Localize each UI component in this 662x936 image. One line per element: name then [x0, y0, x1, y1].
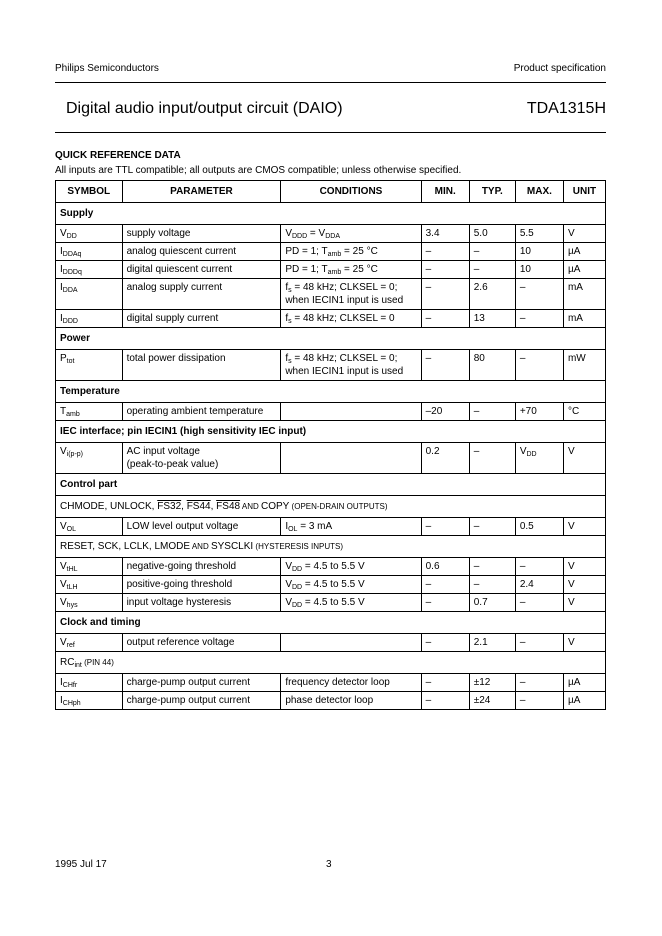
header-max: MAX. — [515, 181, 563, 203]
typ-cell: – — [469, 403, 515, 421]
typ-cell: 5.0 — [469, 225, 515, 243]
table-row-idddq — [56, 261, 606, 279]
table-row-idda — [56, 279, 606, 310]
group-label-iec: IEC interface; pin IECIN1 (high sensitivity IEC input) — [56, 421, 606, 443]
table-row-tamb — [56, 403, 606, 421]
group-label-control: Control part — [56, 474, 606, 496]
conditions-cell: $f_s = 48$ kHz; CLKSEL = 0; when IECIN1 input is used — [281, 350, 421, 381]
conditions-cell: $V_{DD} = 4.5$ to 5.5 V — [281, 576, 421, 594]
unit-cell: V — [563, 443, 605, 474]
table-row-iddaq — [56, 243, 606, 261]
group-label-clock: Clock and timing — [56, 612, 606, 634]
max-cell: 5.5 — [515, 225, 563, 243]
unit-cell: V — [563, 518, 605, 536]
max-cell: 10 — [515, 243, 563, 261]
subgroup-label-hysteresis: RESET, SCK, LCLK, LMODE AND SYSCLKI (HYSTERESIS INPUTS) — [56, 536, 606, 558]
typ-cell: – — [469, 576, 515, 594]
max-cell: – — [515, 674, 563, 692]
conditions-cell — [281, 443, 421, 474]
max-cell: 2.4 — [515, 576, 563, 594]
max-cell: +70 — [515, 403, 563, 421]
symbol-cell: $I_{CHph}$ — [56, 692, 123, 710]
header-parameter: PARAMETER — [122, 181, 281, 203]
typ-cell: 2.1 — [469, 634, 515, 652]
table-row-vref — [56, 634, 606, 652]
company-name: Philips Semiconductors — [55, 63, 159, 74]
subgroup-label-open-drain: CHMODE, UNLOCK, FS32, FS44, FS48 AND COPY (OPEN-DRAIN OUTPUTS) — [56, 496, 606, 518]
max-cell: – — [515, 279, 563, 310]
table-row-vtlh — [56, 576, 606, 594]
table-row-vol — [56, 518, 606, 536]
unit-cell: V — [563, 558, 605, 576]
group-label-power: Power — [56, 328, 606, 350]
conditions-cell — [281, 403, 421, 421]
typ-cell: – — [469, 243, 515, 261]
min-cell: – — [421, 576, 469, 594]
symbol-cell: $V_{tHL}$ — [56, 558, 123, 576]
min-cell: – — [421, 279, 469, 310]
typ-cell: 2.6 — [469, 279, 515, 310]
conditions-cell: frequency detector loop — [281, 674, 421, 692]
symbol-cell: $T_{amb}$ — [56, 403, 123, 421]
typ-cell: ±12 — [469, 674, 515, 692]
unit-cell: µA — [563, 692, 605, 710]
parameter-cell: output reference voltage — [122, 634, 281, 652]
conditions-cell: $V_{DD} = 4.5$ to 5.5 V — [281, 594, 421, 612]
min-cell: – — [421, 692, 469, 710]
symbol-cell: $P_{tot}$ — [56, 350, 123, 381]
symbol-cell: $I_{DDAq}$ — [56, 243, 123, 261]
header-rule-top — [55, 82, 606, 83]
min-cell: – — [421, 243, 469, 261]
table-row-ptot — [56, 350, 606, 381]
unit-cell: V — [563, 225, 605, 243]
table-row-vdd — [56, 225, 606, 243]
document-type: Product specification — [513, 63, 606, 74]
parameter-cell: digital supply current — [122, 310, 281, 328]
conditions-cell: PD = 1; $T_{amb} = 25$ °C — [281, 261, 421, 279]
unit-cell: µA — [563, 243, 605, 261]
group-row-control — [56, 474, 606, 496]
typ-cell: – — [469, 558, 515, 576]
unit-cell: µA — [563, 261, 605, 279]
symbol-cell: $V_{DD}$ — [56, 225, 123, 243]
footer-page-number: 3 — [326, 859, 332, 870]
symbol-cell: $V_{hys}$ — [56, 594, 123, 612]
unit-cell: mW — [563, 350, 605, 381]
unit-cell: V — [563, 576, 605, 594]
parameter-cell: digital quiescent current — [122, 261, 281, 279]
header-symbol: SYMBOL — [56, 181, 123, 203]
min-cell: – — [421, 350, 469, 381]
conditions-cell — [281, 634, 421, 652]
parameter-cell: analog quiescent current — [122, 243, 281, 261]
parameter-cell: charge-pump output current — [122, 692, 281, 710]
typ-cell: – — [469, 443, 515, 474]
parameter-cell: AC input voltage (peak-to-peak value) — [122, 443, 281, 474]
unit-cell: °C — [563, 403, 605, 421]
min-cell: –20 — [421, 403, 469, 421]
table-row-vipp — [56, 443, 606, 474]
typ-cell: – — [469, 261, 515, 279]
min-cell: – — [421, 261, 469, 279]
symbol-cell: $I_{DDD}$ — [56, 310, 123, 328]
parameter-cell: charge-pump output current — [122, 674, 281, 692]
min-cell: – — [421, 310, 469, 328]
max-cell: $V_{DD}$ — [515, 443, 563, 474]
header-min: MIN. — [421, 181, 469, 203]
section-intro: All inputs are TTL compatible; all outputs are CMOS compatible; unless otherwise specified. — [55, 165, 462, 176]
min-cell: – — [421, 634, 469, 652]
subgroup-label-rcint: $RC_{int}$ (PIN 44) — [56, 652, 606, 674]
conditions-cell: $V_{DDD} = V_{DDA}$ — [281, 225, 421, 243]
group-label-supply: Supply — [56, 203, 606, 225]
parameter-cell: positive-going threshold — [122, 576, 281, 594]
parameter-cell: operating ambient temperature — [122, 403, 281, 421]
section-title: QUICK REFERENCE DATA — [55, 150, 181, 161]
min-cell: – — [421, 594, 469, 612]
unit-cell: V — [563, 594, 605, 612]
conditions-cell: $f_s = 48$ kHz; CLKSEL = 0; when IECIN1 input is used — [281, 279, 421, 310]
typ-cell: 0.7 — [469, 594, 515, 612]
header-rule-bottom — [55, 132, 606, 133]
subgroup-row-hysteresis — [56, 536, 606, 558]
max-cell: – — [515, 634, 563, 652]
table-row-ichph — [56, 692, 606, 710]
conditions-cell: phase detector loop — [281, 692, 421, 710]
min-cell: 3.4 — [421, 225, 469, 243]
table-row-vhys — [56, 594, 606, 612]
symbol-cell: $I_{DDA}$ — [56, 279, 123, 310]
subgroup-row-open-drain — [56, 496, 606, 518]
conditions-cell: $f_s = 48$ kHz; CLKSEL = 0 — [281, 310, 421, 328]
unit-cell: mA — [563, 310, 605, 328]
group-label-temperature: Temperature — [56, 381, 606, 403]
max-cell: – — [515, 310, 563, 328]
min-cell: – — [421, 518, 469, 536]
max-cell: – — [515, 558, 563, 576]
parameter-cell: supply voltage — [122, 225, 281, 243]
max-cell: 10 — [515, 261, 563, 279]
table-header-row — [56, 181, 606, 203]
header-unit: UNIT — [563, 181, 605, 203]
symbol-cell: $V_{i(p-p)}$ — [56, 443, 123, 474]
group-row-iec — [56, 421, 606, 443]
conditions-cell: PD = 1; $T_{amb} = 25$ °C — [281, 243, 421, 261]
symbol-cell: $I_{CHfr}$ — [56, 674, 123, 692]
quick-reference-table — [55, 180, 606, 710]
header-typ: TYP. — [469, 181, 515, 203]
symbol-cell: $I_{DDDq}$ — [56, 261, 123, 279]
parameter-cell: total power dissipation — [122, 350, 281, 381]
unit-cell: mA — [563, 279, 605, 310]
group-row-power — [56, 328, 606, 350]
typ-cell: – — [469, 518, 515, 536]
unit-cell: µA — [563, 674, 605, 692]
conditions-cell: $I_{OL} = 3$ mA — [281, 518, 421, 536]
table-row-iddd — [56, 310, 606, 328]
part-number: TDA1315H — [526, 100, 606, 117]
min-cell: – — [421, 674, 469, 692]
group-row-supply — [56, 203, 606, 225]
max-cell: – — [515, 350, 563, 381]
group-row-temperature — [56, 381, 606, 403]
max-cell: – — [515, 594, 563, 612]
max-cell: – — [515, 692, 563, 710]
parameter-cell: LOW level output voltage — [122, 518, 281, 536]
typ-cell: 80 — [469, 350, 515, 381]
document-title: Digital audio input/output circuit (DAIO) — [66, 100, 343, 117]
min-cell: 0.6 — [421, 558, 469, 576]
subgroup-row-rcint — [56, 652, 606, 674]
table-row-vthl — [56, 558, 606, 576]
footer-date: 1995 Jul 17 — [55, 859, 107, 870]
max-cell: 0.5 — [515, 518, 563, 536]
parameter-cell: negative-going threshold — [122, 558, 281, 576]
header-conditions: CONDITIONS — [281, 181, 421, 203]
parameter-cell: input voltage hysteresis — [122, 594, 281, 612]
group-row-clock — [56, 612, 606, 634]
typ-cell: ±24 — [469, 692, 515, 710]
symbol-cell: $V_{tLH}$ — [56, 576, 123, 594]
symbol-cell: $V_{ref}$ — [56, 634, 123, 652]
unit-cell: V — [563, 634, 605, 652]
parameter-cell: analog supply current — [122, 279, 281, 310]
symbol-cell: $V_{OL}$ — [56, 518, 123, 536]
table-row-ichfr — [56, 674, 606, 692]
min-cell: 0.2 — [421, 443, 469, 474]
conditions-cell: $V_{DD} = 4.5$ to 5.5 V — [281, 558, 421, 576]
typ-cell: 13 — [469, 310, 515, 328]
